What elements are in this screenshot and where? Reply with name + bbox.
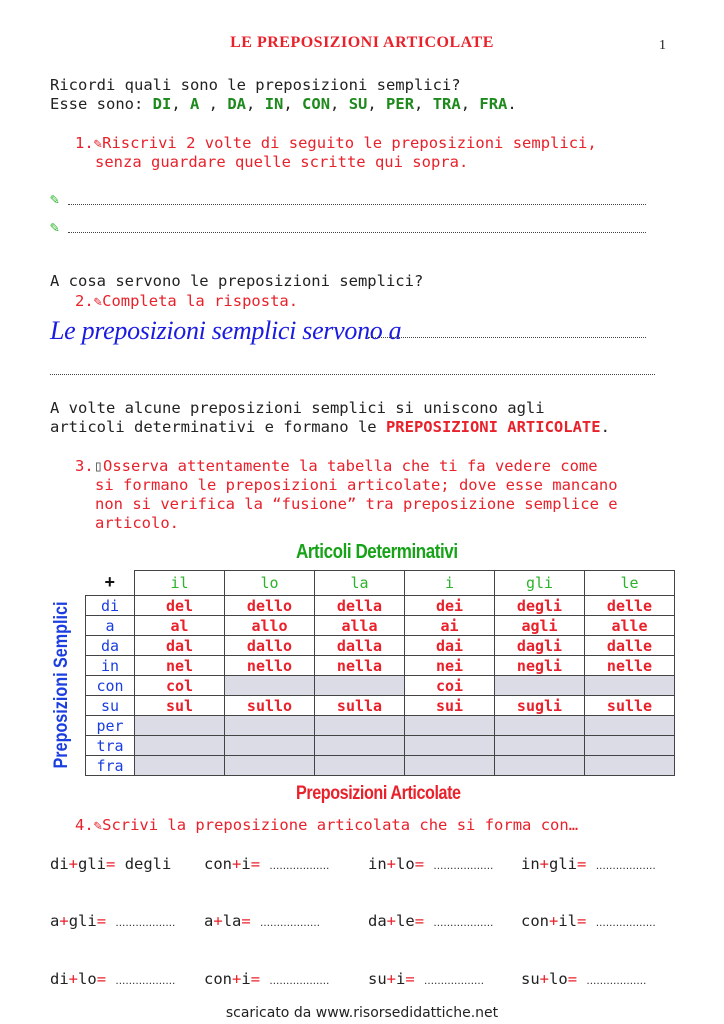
empty-cell bbox=[495, 736, 585, 756]
operand-prep: a bbox=[50, 912, 60, 930]
exercise-item bbox=[368, 855, 493, 873]
articulated-dallo: dallo bbox=[225, 636, 315, 656]
articulated-dagli: dagli bbox=[495, 636, 585, 656]
table-row bbox=[86, 676, 675, 696]
answer-blank[interactable]: ……………… bbox=[115, 976, 176, 987]
articulated-nei: nei bbox=[405, 656, 495, 676]
table-row bbox=[86, 716, 675, 736]
article-lo: lo bbox=[225, 571, 315, 596]
articulated-nello: nello bbox=[225, 656, 315, 676]
plus-sign: + bbox=[104, 572, 115, 593]
ex1-text-1: Riscrivi 2 volte di seguito le preposizioni semplici, bbox=[102, 134, 597, 152]
articles-heading: Articoli Determinativi bbox=[296, 541, 458, 563]
operand-prep: con bbox=[204, 855, 232, 873]
answer-line-1[interactable] bbox=[68, 204, 646, 205]
empty-cell bbox=[495, 716, 585, 736]
ex3-line-3: non si verifica la “fusione” tra preposizione semplice e bbox=[95, 495, 618, 513]
pencil-icon: ✎ bbox=[93, 136, 103, 152]
q2-instruction bbox=[75, 292, 298, 312]
articulated-al: al bbox=[135, 616, 225, 636]
prep-list: DI, A , DA, IN, CON, SU, PER, TRA, FRA bbox=[152, 95, 508, 113]
answer-blank[interactable]: ……………… bbox=[595, 918, 656, 929]
empty-cell bbox=[585, 756, 675, 776]
equals-sign: = bbox=[577, 912, 596, 930]
para3-line-2 bbox=[50, 418, 610, 437]
prep-tra: tra bbox=[86, 736, 135, 756]
articulated-sui: sui bbox=[405, 696, 495, 716]
prep-per: per bbox=[86, 716, 135, 736]
operand-article: lo bbox=[396, 855, 415, 873]
articulated-sulle: sulle bbox=[585, 696, 675, 716]
ex3-text-1: Osserva attentamente la tabella che ti fa vedere come bbox=[103, 457, 598, 475]
equals-sign: = bbox=[96, 970, 116, 988]
empty-cell bbox=[225, 716, 315, 736]
articulated-heading: Preposizioni Articolate bbox=[296, 783, 461, 804]
answer-blank[interactable]: ……………… bbox=[260, 918, 321, 929]
intro-line-1: Ricordi quali sono le preposizioni semplici? bbox=[50, 76, 461, 94]
ex3-line-2: si formano le preposizioni articolate; dove esse mancano bbox=[95, 476, 618, 494]
page-title: LE PREPOSIZIONI ARTICOLATE bbox=[230, 34, 494, 51]
answer-blank[interactable]: ……………… bbox=[433, 918, 494, 929]
eye-icon: ▯ bbox=[93, 457, 104, 475]
empty-cell bbox=[135, 756, 225, 776]
operand-prep: da bbox=[368, 912, 387, 930]
exercise-item bbox=[521, 855, 656, 873]
operand-article: gli bbox=[68, 912, 97, 930]
prep-di: di bbox=[86, 596, 135, 616]
operand-article: i bbox=[241, 970, 251, 988]
exercise-item bbox=[50, 912, 175, 930]
operand-article: gli bbox=[78, 855, 107, 873]
answer-blank[interactable]: ……………… bbox=[595, 861, 656, 872]
prep-con: CON bbox=[302, 95, 331, 113]
articulated-alla: alla bbox=[315, 616, 405, 636]
operand-article: gli bbox=[549, 855, 578, 873]
empty-cell bbox=[135, 736, 225, 756]
answer-blank[interactable]: ……………… bbox=[269, 976, 330, 987]
table-row bbox=[86, 656, 675, 676]
prep-con: con bbox=[86, 676, 135, 696]
exercise-item bbox=[368, 912, 493, 930]
answer-line-4[interactable] bbox=[50, 374, 655, 375]
plus-sign: + bbox=[59, 912, 69, 930]
table-row bbox=[86, 756, 675, 776]
exercise-item bbox=[521, 970, 646, 988]
empty-cell bbox=[135, 716, 225, 736]
articulated-nella: nella bbox=[315, 656, 405, 676]
prep-a: a bbox=[86, 616, 135, 636]
exercise-item bbox=[521, 912, 656, 930]
table-header-row bbox=[86, 571, 675, 596]
articulated-del: del bbox=[135, 596, 225, 616]
articulated-col: col bbox=[135, 676, 225, 696]
operand-prep: di bbox=[50, 855, 69, 873]
prep-tra: TRA bbox=[432, 95, 461, 113]
prep-da: DA bbox=[227, 95, 247, 113]
page-number: 1 bbox=[659, 38, 666, 53]
articulated-dello: dello bbox=[225, 596, 315, 616]
equals-sign: = bbox=[405, 970, 425, 988]
operand-article: il bbox=[558, 912, 578, 930]
prep-per: PER bbox=[386, 95, 415, 113]
empty-cell bbox=[315, 756, 405, 776]
exercise-item bbox=[204, 855, 329, 873]
empty-cell bbox=[495, 676, 585, 696]
empty-cell bbox=[225, 676, 315, 696]
para3-end: . bbox=[600, 418, 610, 436]
articulated-alle: alle bbox=[585, 616, 675, 636]
exercise-item bbox=[368, 970, 484, 988]
footer-source: scaricato da www.risorsedidattiche.net bbox=[225, 1005, 499, 1021]
answer-blank[interactable]: ……………… bbox=[115, 918, 176, 929]
articulated-delle: delle bbox=[585, 596, 675, 616]
empty-cell bbox=[225, 756, 315, 776]
articulated-degli: degli bbox=[495, 596, 585, 616]
table-row bbox=[86, 696, 675, 716]
empty-cell bbox=[315, 716, 405, 736]
table-row bbox=[86, 736, 675, 756]
plus-sign: + bbox=[386, 912, 397, 930]
operand-prep: con bbox=[204, 970, 232, 988]
articulated-nelle: nelle bbox=[585, 656, 675, 676]
q2-question: A cosa servono le preposizioni semplici? bbox=[50, 272, 424, 290]
preposition-table bbox=[85, 570, 675, 776]
prep-in: in bbox=[86, 656, 135, 676]
empty-cell bbox=[405, 716, 495, 736]
prep-da: da bbox=[86, 636, 135, 656]
ex3-line-4: articolo. bbox=[95, 514, 179, 532]
prep-fra: FRA bbox=[479, 95, 508, 113]
operand-prep: su bbox=[521, 970, 540, 988]
equals-sign: = bbox=[241, 912, 261, 930]
answer-blank[interactable]: ……………… bbox=[586, 976, 647, 987]
articulated-sul: sul bbox=[135, 696, 225, 716]
ex4-instruction bbox=[75, 816, 578, 836]
articulated-agli: agli bbox=[495, 616, 585, 636]
empty-cell bbox=[495, 756, 585, 776]
para3-highlight: PREPOSIZIONI ARTICOLATE bbox=[385, 418, 601, 436]
ex1-number: 1. bbox=[75, 134, 94, 152]
operand-article: la bbox=[222, 912, 242, 930]
empty-cell bbox=[585, 676, 675, 696]
pencil-icon: ✎ bbox=[93, 294, 103, 310]
articulated-dalla: dalla bbox=[315, 636, 405, 656]
answer-blank[interactable]: ……………… bbox=[269, 861, 330, 872]
exercise-item bbox=[50, 855, 171, 873]
prep-su: SU bbox=[348, 95, 368, 113]
equals-sign: = bbox=[250, 970, 270, 988]
para3-prefix: articoli determinativi e formano le bbox=[50, 418, 386, 436]
answer-line-3[interactable] bbox=[368, 337, 646, 338]
operand-article: le bbox=[396, 912, 415, 930]
article-le: le bbox=[585, 571, 675, 596]
plus-sign: + bbox=[232, 970, 242, 988]
pencil-icon: ✎ bbox=[93, 818, 103, 834]
exercise-item bbox=[50, 970, 175, 988]
plus-sign: + bbox=[213, 912, 223, 930]
answer-line-2[interactable] bbox=[68, 232, 646, 233]
article-il: il bbox=[135, 571, 225, 596]
exercise-item bbox=[204, 970, 329, 988]
plus-sign: + bbox=[386, 855, 397, 873]
intro-line-2 bbox=[50, 95, 517, 114]
plus-sign: + bbox=[549, 912, 559, 930]
prep-su: su bbox=[86, 696, 135, 716]
equals-sign: = bbox=[577, 855, 596, 873]
plus-sign: + bbox=[539, 855, 550, 873]
ex4-number: 4. bbox=[75, 816, 94, 834]
operand-prep: in bbox=[521, 855, 540, 873]
articulated-sugli: sugli bbox=[495, 696, 585, 716]
articulated-dal: dal bbox=[135, 636, 225, 656]
articulated-ai: ai bbox=[405, 616, 495, 636]
pencil-icon: ✎ bbox=[50, 218, 60, 236]
articulated-allo: allo bbox=[225, 616, 315, 636]
articulated-dalle: dalle bbox=[585, 636, 675, 656]
prepositions-side-heading: Preposizioni Semplici bbox=[50, 601, 72, 769]
equals-sign: = bbox=[106, 855, 125, 873]
equals-sign: = bbox=[414, 912, 434, 930]
ex4-text: Scrivi la preposizione articolata che si forma con… bbox=[102, 816, 579, 834]
articulated-sullo: sullo bbox=[225, 696, 315, 716]
plus-sign: + bbox=[68, 970, 79, 988]
operand-article: lo bbox=[549, 970, 568, 988]
empty-cell bbox=[585, 736, 675, 756]
articulated-negli: negli bbox=[495, 656, 585, 676]
operand-article: lo bbox=[78, 970, 97, 988]
empty-cell bbox=[315, 736, 405, 756]
answer-text: degli bbox=[124, 855, 172, 873]
empty-cell bbox=[405, 756, 495, 776]
equals-sign: = bbox=[567, 970, 587, 988]
empty-cell bbox=[315, 676, 405, 696]
q2-text: Completa la risposta. bbox=[102, 292, 299, 310]
operand-article: i bbox=[396, 970, 406, 988]
operand-prep: in bbox=[368, 855, 387, 873]
intro-end: . bbox=[507, 95, 517, 113]
script-sentence: Le preposizioni semplici servono a bbox=[50, 316, 402, 345]
articulated-dei: dei bbox=[405, 596, 495, 616]
pencil-icon: ✎ bbox=[50, 190, 60, 208]
equals-sign: = bbox=[414, 855, 434, 873]
plus-sign: + bbox=[539, 970, 550, 988]
plus-sign: + bbox=[386, 970, 397, 988]
empty-cell bbox=[225, 736, 315, 756]
prep-a: A bbox=[190, 95, 200, 113]
empty-cell bbox=[585, 716, 675, 736]
operand-article: i bbox=[241, 855, 251, 873]
operand-prep: di bbox=[50, 970, 69, 988]
prep-di: DI bbox=[152, 95, 172, 113]
para3-line-1: A volte alcune preposizioni semplici si uniscono agli bbox=[50, 399, 545, 417]
articulated-dai: dai bbox=[405, 636, 495, 656]
article-i: i bbox=[405, 571, 495, 596]
table-row bbox=[86, 636, 675, 656]
ex3-number: 3. bbox=[75, 457, 94, 475]
ex1-line-2: senza guardare quelle scritte qui sopra. bbox=[95, 153, 469, 171]
equals-sign: = bbox=[250, 855, 270, 873]
articulated-nel: nel bbox=[135, 656, 225, 676]
operand-prep: con bbox=[521, 912, 549, 930]
article-la: la bbox=[315, 571, 405, 596]
prep-fra: fra bbox=[86, 756, 135, 776]
answer-blank[interactable]: ……………… bbox=[433, 861, 494, 872]
equals-sign: = bbox=[96, 912, 116, 930]
q2-number: 2. bbox=[75, 292, 94, 310]
article-gli: gli bbox=[495, 571, 585, 596]
table-row bbox=[86, 616, 675, 636]
plus-sign: + bbox=[68, 855, 79, 873]
intro-prefix: Esse sono: bbox=[50, 95, 153, 113]
ex3-line-1 bbox=[75, 457, 598, 476]
answer-blank[interactable]: ……………… bbox=[424, 976, 485, 987]
operand-prep: a bbox=[204, 912, 214, 930]
table-row bbox=[86, 596, 675, 616]
ex1-line-1 bbox=[75, 134, 597, 154]
prep-in: IN bbox=[264, 95, 284, 113]
exercise-item bbox=[204, 912, 320, 930]
articulated-coi: coi bbox=[405, 676, 495, 696]
operand-prep: su bbox=[368, 970, 387, 988]
plus-sign: + bbox=[232, 855, 242, 873]
articulated-sulla: sulla bbox=[315, 696, 405, 716]
empty-cell bbox=[405, 736, 495, 756]
articulated-della: della bbox=[315, 596, 405, 616]
